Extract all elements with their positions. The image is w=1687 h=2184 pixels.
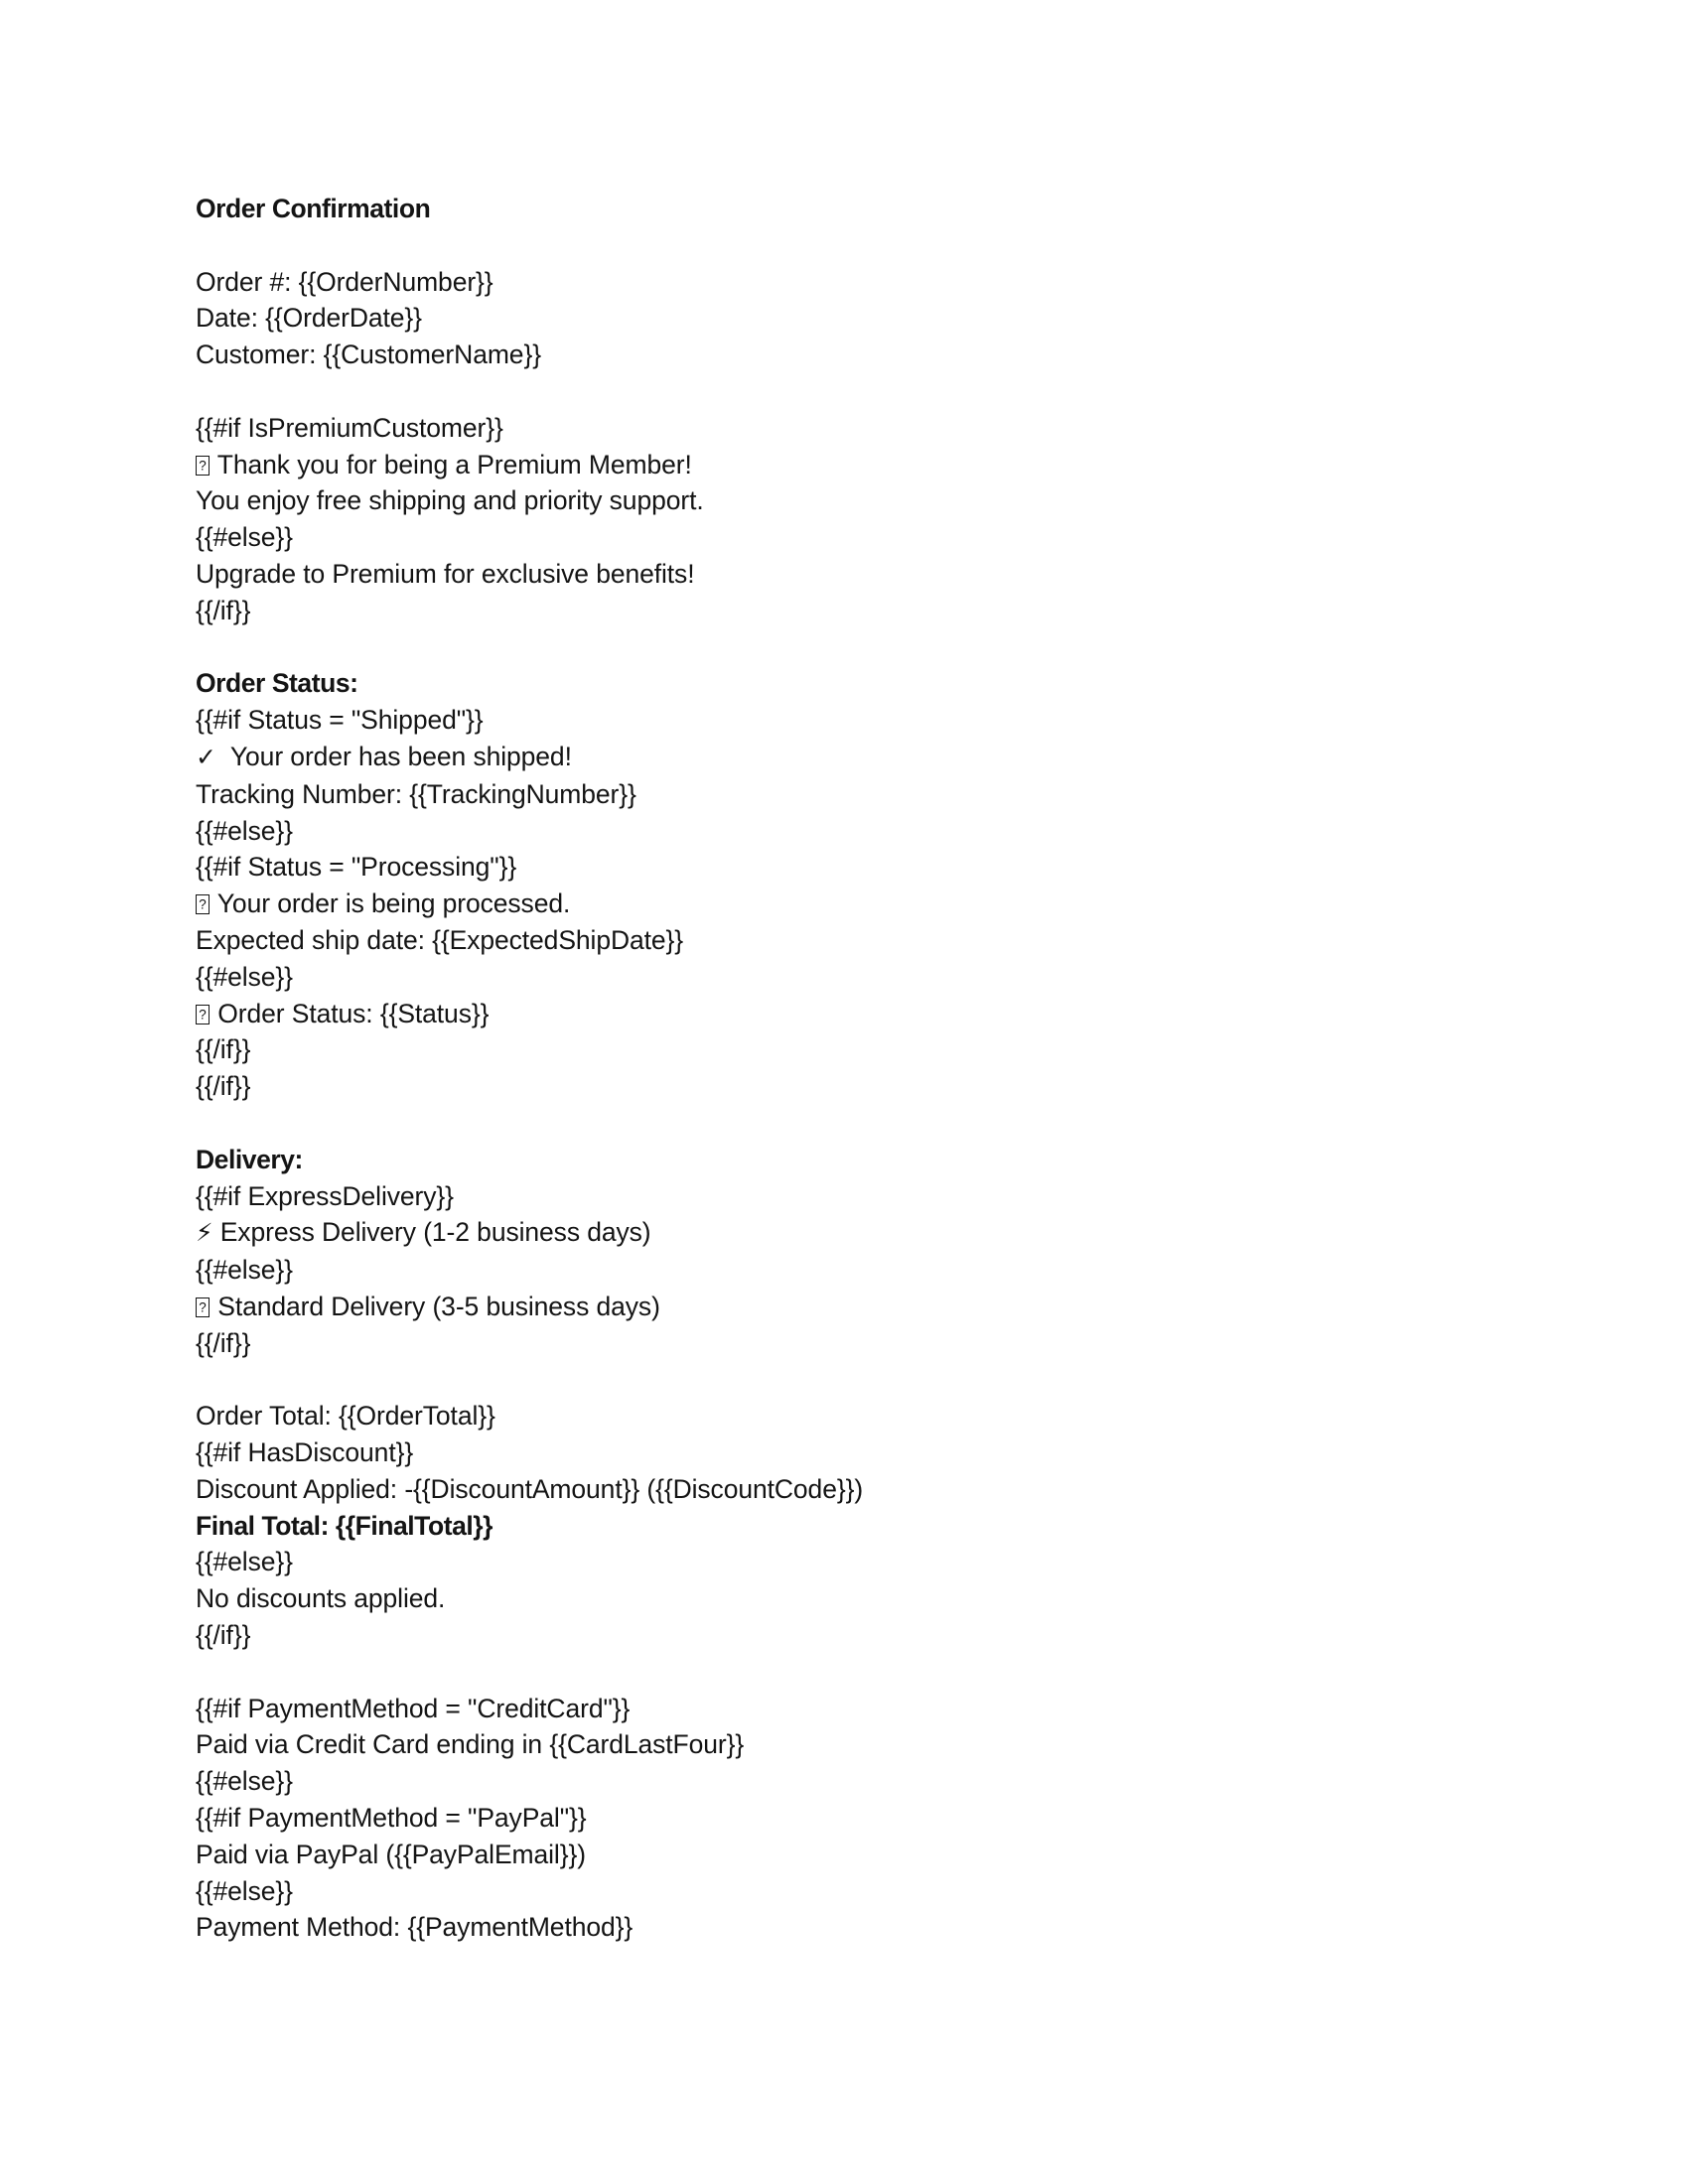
- text-line-content: Payment Method: {{PaymentMethod}}: [196, 1912, 633, 1943]
- text-line-content: {{/if}}: [196, 1034, 251, 1065]
- text-line-customer-name: [196, 337, 1516, 373]
- text-line-content: {{#if ExpressDelivery}}: [196, 1180, 454, 1211]
- text-line-delivery-endif: [196, 1325, 1516, 1362]
- text-line-paid-credit-card: [196, 1726, 1516, 1763]
- paragraph-spacer: [196, 1654, 1516, 1691]
- text-line-status-shipped-msg: [196, 739, 1516, 776]
- text-line-content: {{/if}}: [196, 1071, 251, 1102]
- tofu-missing-glyph-icon: [196, 1297, 210, 1317]
- text-line-status-endif-1: [196, 1031, 1516, 1068]
- text-line-premium-benefits: [196, 482, 1516, 519]
- text-line-content: Order #: {{OrderNumber}}: [196, 266, 493, 297]
- text-line-content: {{/if}}: [196, 595, 251, 625]
- text-line-content: {{#else}}: [196, 1547, 293, 1577]
- text-block-order-status-block: [196, 665, 1516, 1105]
- text-block-premium-block: [196, 410, 1516, 629]
- text-line-content: {{#else}}: [196, 1255, 293, 1286]
- text-line-content: Express Delivery (1-2 business days): [212, 1217, 651, 1248]
- text-line-status-if-shipped: [196, 702, 1516, 739]
- text-line-content: {{#if Status = "Processing"}}: [196, 852, 517, 883]
- text-line-delivery-standard-msg: [196, 1289, 1516, 1325]
- text-line-discount-endif: [196, 1617, 1516, 1654]
- text-line-tracking-number: [196, 776, 1516, 813]
- text-line-content: Thank you for being a Premium Member!: [211, 449, 692, 479]
- text-line-content: Date: {{OrderDate}}: [196, 303, 422, 334]
- paragraph-spacer: [196, 373, 1516, 410]
- text-line-content: Your order is being processed.: [211, 888, 571, 919]
- text-line-content: Standard Delivery (3-5 business days): [211, 1291, 660, 1321]
- text-line-content: Your order has been shipped!: [215, 741, 572, 771]
- text-block-payment-block: [196, 1691, 1516, 1947]
- text-line-content: {{#if Status = "Shipped"}}: [196, 705, 484, 736]
- text-line-payment-method-generic: [196, 1909, 1516, 1946]
- text-line-content: Tracking Number: {{TrackingNumber}}: [196, 778, 636, 809]
- text-line-expected-ship-date: [196, 922, 1516, 959]
- text-line-no-discounts: [196, 1580, 1516, 1617]
- text-line-content: Order Status:: [196, 668, 358, 699]
- tofu-missing-glyph-icon: [196, 894, 210, 914]
- text-line-delivery-else: [196, 1252, 1516, 1289]
- text-line-content: Discount Applied: -{{DiscountAmount}} ({{DiscountCode}}): [196, 1473, 864, 1504]
- paragraph-spacer: [196, 227, 1516, 264]
- text-line-status-generic-msg: [196, 996, 1516, 1032]
- text-block-delivery-block: [196, 1142, 1516, 1362]
- text-line-premium-upgrade: [196, 556, 1516, 593]
- text-line-order-total: [196, 1398, 1516, 1434]
- text-line-paid-paypal: [196, 1837, 1516, 1873]
- text-line-content: Order Confirmation: [196, 194, 431, 223]
- document-text-body: [196, 191, 1516, 1946]
- text-line-content: {{#else}}: [196, 1766, 293, 1797]
- text-line-content: Upgrade to Premium for exclusive benefits!: [196, 558, 695, 589]
- paragraph-spacer: [196, 1105, 1516, 1142]
- text-block-totals-block: [196, 1398, 1516, 1654]
- text-line-status-else-1: [196, 813, 1516, 850]
- text-line-content: Order Status: {{Status}}: [211, 998, 490, 1028]
- text-line-content: Paid via Credit Card ending in {{CardLastFour}}: [196, 1729, 745, 1760]
- text-line-payment-if-creditcard: [196, 1691, 1516, 1727]
- text-line-content: {{/if}}: [196, 1327, 251, 1358]
- text-line-order-status-heading: [196, 665, 1516, 702]
- text-line-content: Final Total: {{FinalTotal}}: [196, 1510, 492, 1541]
- text-line-content: {{#else}}: [196, 961, 293, 992]
- tofu-missing-glyph-icon: [196, 456, 210, 476]
- text-line-discount-if: [196, 1434, 1516, 1471]
- text-line-delivery-express-msg: [196, 1214, 1516, 1252]
- text-line-content: Customer: {{CustomerName}}: [196, 340, 541, 370]
- text-line-delivery-heading: [196, 1142, 1516, 1178]
- text-line-payment-else-2: [196, 1873, 1516, 1910]
- text-line-content: No discounts applied.: [196, 1583, 446, 1614]
- text-line-order-number: [196, 264, 1516, 301]
- text-line-content: Order Total: {{OrderTotal}}: [196, 1401, 495, 1432]
- text-line-status-else-2: [196, 959, 1516, 996]
- text-line-content: Delivery:: [196, 1144, 303, 1174]
- text-line-status-if-processing: [196, 849, 1516, 886]
- text-line-content: Paid via PayPal ({{PayPalEmail}}): [196, 1839, 586, 1869]
- text-block-title: [196, 191, 1516, 227]
- text-line-content: {{#if PaymentMethod = "PayPal"}}: [196, 1803, 587, 1834]
- text-line-status-endif-2: [196, 1068, 1516, 1105]
- text-line-content: {{#if PaymentMethod = "CreditCard"}}: [196, 1693, 631, 1723]
- text-line-premium-endif: [196, 593, 1516, 629]
- text-line-discount-else: [196, 1544, 1516, 1580]
- text-line-content: {{/if}}: [196, 1620, 251, 1651]
- text-line-final-total: [196, 1508, 1516, 1545]
- text-line-delivery-if-express: [196, 1178, 1516, 1215]
- text-line-payment-if-paypal: [196, 1800, 1516, 1837]
- text-line-premium-else: [196, 519, 1516, 556]
- lightning-bolt-glyph-icon: ⚡: [196, 1218, 213, 1248]
- paragraph-spacer: [196, 629, 1516, 666]
- text-line-content: {{#else}}: [196, 815, 293, 846]
- text-line-premium-thanks: [196, 447, 1516, 483]
- text-line-content: You enjoy free shipping and priority support.: [196, 485, 704, 516]
- text-line-content: {{#if IsPremiumCustomer}}: [196, 412, 503, 443]
- text-line-order-date: [196, 300, 1516, 337]
- text-line-content: {{#else}}: [196, 522, 293, 553]
- text-line-status-processing-msg: [196, 886, 1516, 922]
- text-block-order-meta: [196, 264, 1516, 373]
- paragraph-spacer: [196, 1362, 1516, 1399]
- text-line-discount-applied: [196, 1471, 1516, 1508]
- check-mark-glyph-icon: ✓: [196, 742, 216, 771]
- text-line-payment-else-1: [196, 1763, 1516, 1800]
- tofu-missing-glyph-icon: [196, 1005, 210, 1024]
- text-line-premium-if: [196, 410, 1516, 447]
- text-line-content: Expected ship date: {{ExpectedShipDate}}: [196, 924, 684, 955]
- text-line-content: {{#else}}: [196, 1875, 293, 1906]
- text-line-content: {{#if HasDiscount}}: [196, 1437, 414, 1468]
- text-line-doc-title: [196, 191, 1516, 227]
